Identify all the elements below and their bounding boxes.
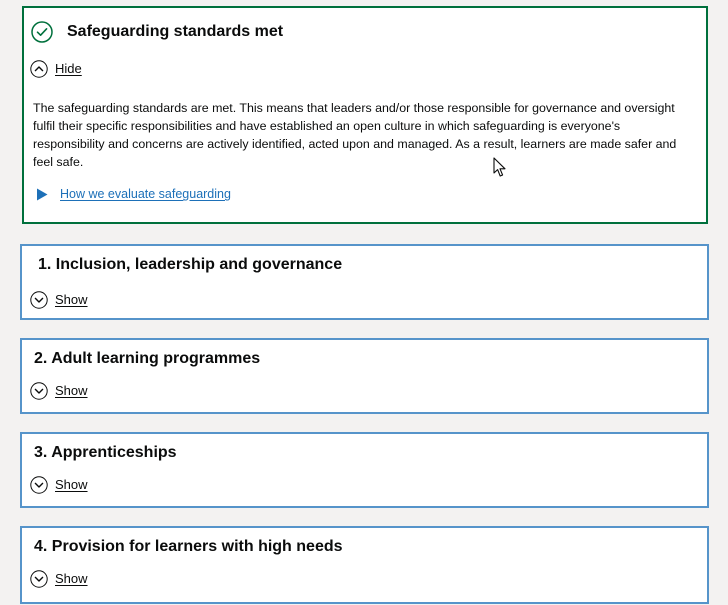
chevron-down-circle-icon <box>30 570 48 588</box>
safeguarding-description: The safeguarding standards are met. This means that leaders and/or those responsible for governance and oversight fulfil their specific responsibilities and have established an open culture in which safeguarding is everyone's responsibility and concerns are actively identified, acted upon and managed. As a result, learners are made safer and feel safe. <box>33 101 677 169</box>
section-provision-high-needs <box>20 526 709 604</box>
chevron-down-circle-icon <box>30 476 48 494</box>
show-toggle[interactable] <box>30 382 88 400</box>
safeguarding-panel <box>22 6 708 224</box>
section-inclusion-leadership-governance <box>20 244 709 320</box>
show-toggle-label[interactable]: Show <box>55 477 88 492</box>
check-circle-icon <box>31 21 53 43</box>
section-apprenticeships <box>20 432 709 508</box>
section-heading: 1. Inclusion, leadership and governance <box>38 256 343 273</box>
section-heading: 3. Apprenticeships <box>34 444 177 461</box>
chevron-down-circle-icon <box>30 382 48 400</box>
how-we-evaluate-safeguarding-link[interactable]: How we evaluate safeguarding <box>60 187 231 201</box>
triangle-right-icon <box>36 188 48 201</box>
chevron-down-circle-icon <box>30 291 48 309</box>
show-toggle[interactable] <box>30 291 88 309</box>
section-heading: 2. Adult learning programmes <box>34 350 261 367</box>
section-adult-learning-programmes <box>20 338 709 414</box>
show-toggle-label[interactable]: Show <box>55 383 88 398</box>
mouse-pointer-icon <box>493 157 507 178</box>
show-toggle-label[interactable]: Show <box>55 571 88 586</box>
show-toggle[interactable] <box>30 570 88 588</box>
section-heading: 4. Provision for learners with high needs <box>34 538 343 555</box>
hide-toggle-label[interactable]: Hide <box>55 61 82 76</box>
how-we-evaluate-safeguarding-details[interactable] <box>36 185 231 203</box>
safeguarding-title: Safeguarding standards met <box>67 23 284 40</box>
chevron-up-circle-icon <box>30 60 48 78</box>
show-toggle[interactable] <box>30 476 88 494</box>
hide-toggle[interactable] <box>30 60 82 78</box>
show-toggle-label[interactable]: Show <box>55 292 88 307</box>
